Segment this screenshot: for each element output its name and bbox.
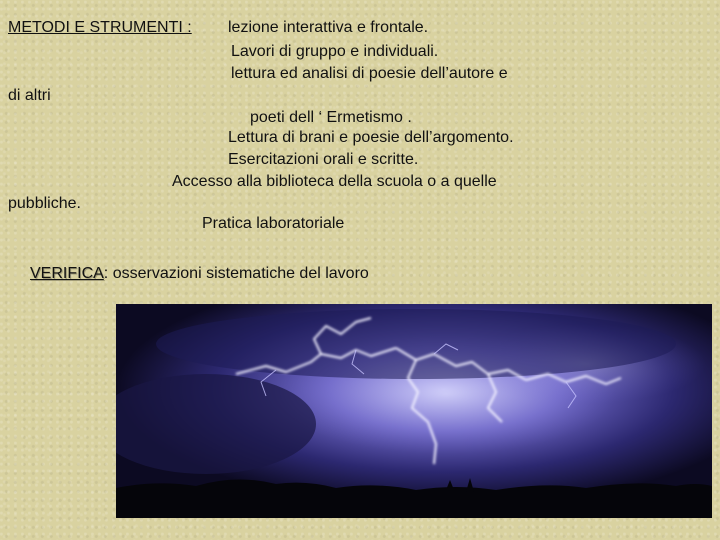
methods-heading: METODI E STRUMENTI : — [8, 19, 192, 36]
methods-line-1: lezione interattiva e frontale. — [228, 19, 429, 36]
lightning-storm-photo — [116, 304, 712, 518]
methods-line-8: Pratica laboratoriale — [202, 215, 345, 232]
methods-line-7-wrap: pubbliche. — [8, 195, 81, 212]
lightning-storm-image — [116, 304, 712, 518]
verifica-text: : osservazioni sistematiche del lavoro — [103, 265, 369, 282]
methods-line-6: Esercitazioni orali e scritte. — [228, 151, 419, 168]
methods-line-7: Accesso alla biblioteca della scuola o a quelle — [172, 173, 497, 190]
methods-line-3-wrap: di altri — [8, 87, 51, 104]
verifica-line — [30, 264, 369, 284]
methods-line-2: Lavori di gruppo e individuali. — [231, 43, 439, 60]
verifica-heading: VERIFICA — [30, 265, 104, 282]
methods-line-3: lettura ed analisi di poesie dell’autore e — [231, 65, 508, 82]
methods-line-5: Lettura di brani e poesie dell’argomento. — [228, 129, 514, 146]
methods-line-4: poeti dell ‘ Ermetismo . — [250, 109, 412, 126]
